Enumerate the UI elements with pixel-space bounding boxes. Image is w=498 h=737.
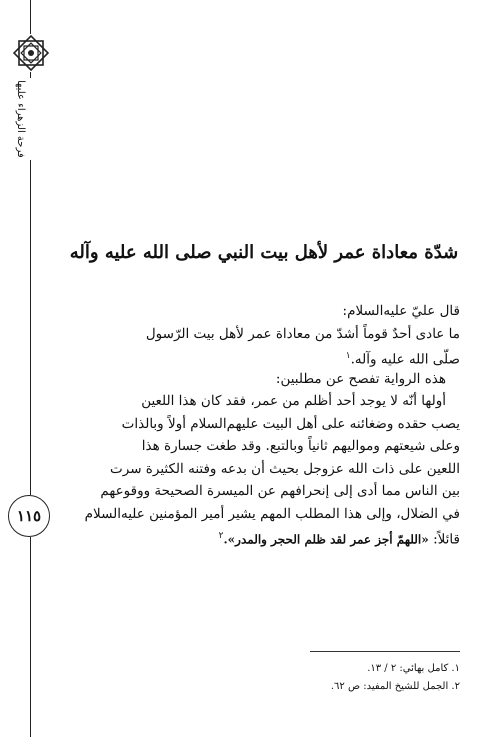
paragraph-line [68,345,460,368]
running-title: فرحة الزهراء عليها [15,80,26,158]
margin-rule-mid [30,72,31,78]
paragraph-line: بين الناس مما أدى إلى إنحرافهم عن الميسرة الصحيحة ووقوعهم [100,483,460,499]
line-text: صلّى الله عليه وآله. [350,351,460,368]
footnote-marker: ١ [345,351,351,361]
footnote-item: ١. كامل بهائي: ٢ / ١٣. [367,663,460,674]
footnotes [68,660,460,696]
section-heading: شدّة معاداة عمر لأهل بيت النبي صلى الله عليه وآله [69,242,459,263]
margin-rule-top [30,0,31,34]
paragraph-line: يصب حقده وضغائنه على أهل البيت عليهم‌السلام أولاً وبالذات [121,415,460,432]
line-text: قائلاً: [433,531,460,548]
paragraph-line [68,525,460,548]
footnote-item: ٢. الجمل للشيخ المفيد: ص ٦٢. [330,681,460,692]
margin-rule-long [30,160,31,495]
paragraph-line: هذه الرواية تفصح عن مطلبين: [275,370,446,387]
footnote-divider [310,651,460,652]
paragraph-line: وعلى شيعتهم ومواليهم ثانياً وبالتبع. وقد طغت جسارة هذا [141,438,460,454]
quoted-saying: «اللهمّ أجز عمر لقد ظلم الحجر والمدر». [223,532,429,547]
paragraph-line: اللعين على ذات الله عزوجل بحيث أن بدعه وفتنه الكثيرة سرت [110,460,460,477]
footnote-marker: ٢ [218,531,224,541]
star-ornament-icon [12,34,50,72]
paragraph-line: ما عادى أحدٌ قوماً أشدّ من معاداة عمر لأهل بيت الرّسول [145,325,460,342]
paragraph-line: أولها أنّه لا يوجد أحد أظلم من عمر، فقد كان هذا اللعين [141,393,446,409]
paragraph-line: في الضلال، وإلى هذا المطلب المهم يشير أمير المؤمنين عليه‌السلام [84,505,460,522]
page-number-badge: ١١٥ [8,495,50,537]
paragraph-line: قال عليّ عليه‌السلام: [342,303,460,319]
margin-rule-bottom [30,537,31,737]
body-text [68,300,460,548]
